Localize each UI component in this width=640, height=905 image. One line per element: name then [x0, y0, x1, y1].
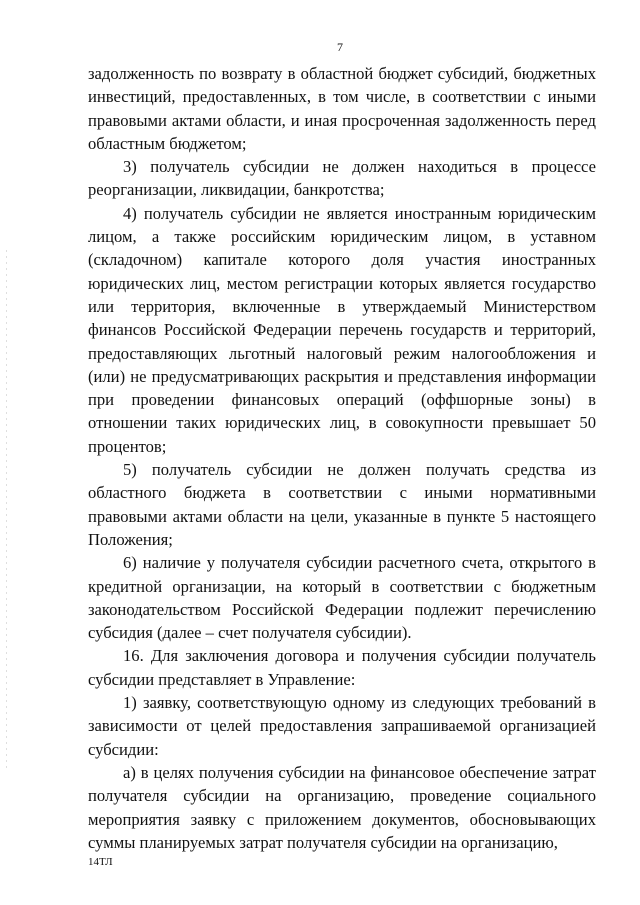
page-number: 7: [337, 40, 343, 54]
scan-edge-artifact: [6, 250, 7, 770]
body-text: [88, 62, 596, 854]
footer-document-code: 14ТЛ: [88, 856, 113, 868]
paragraph-section-16: 16. Для заключения договора и получения субсидии получатель субсидии представляет в Управление:: [88, 646, 596, 689]
paragraph-item-5: 5) получатель субсидии не должен получать средства из областного бюджета в соответствии с иными нормативными правовыми актами области на цели, указанные в пункте 5 настоящего Положения;: [88, 460, 596, 549]
paragraph-section-16-item-1-a: а) в целях получения субсидии на финансовое обеспечение затрат получателя субсидии на организацию, проведение социального мероприятия заявку с приложением документов, обосновывающих суммы планируемых затрат получателя субсидии на организацию,: [88, 762, 596, 852]
paragraph-item-4: 4) получатель субсидии не является иностранным юридическим лицом, а также российским юридическим лицом, в уставном (складочном) капитале которого доля участия иностранных юридических лиц, местом регистрации которых является государство или территория, включенные в утверждаемый Министерством финансов Российской Федерации перечень государств и территорий, предоставляющих льготный налоговый режим налогообложения и (или) не предусматривающих раскрытия и представления информации при проведении финансовых операций (оффшорные зоны) в отношении таких юридических лиц, в совокупности превышает 50 процентов;: [88, 203, 596, 456]
paragraph-section-16-item-1: 1) заявку, соответствующую одному из следующих требований в зависимости от целей предоставления запрашиваемой организацией субсидии:: [88, 693, 596, 759]
paragraph-continuation: задолженность по возврату в областной бюджет субсидий, бюджетных инвестиций, предоставленных, в том числе, в соответствии с иными правовыми актами области, и иная просроченная задолженность перед областным бюджетом;: [88, 64, 596, 153]
paragraph-item-6: 6) наличие у получателя субсидии расчетного счета, открытого в кредитной организации, на который в соответствии с бюджетным законодательством Российской Федерации подлежит перечислению субсидия (далее – счет получателя субсидии).: [88, 553, 596, 643]
paragraph-item-3: 3) получатель субсидии не должен находиться в процессе реорганизации, ликвидации, банкротства;: [88, 157, 596, 200]
